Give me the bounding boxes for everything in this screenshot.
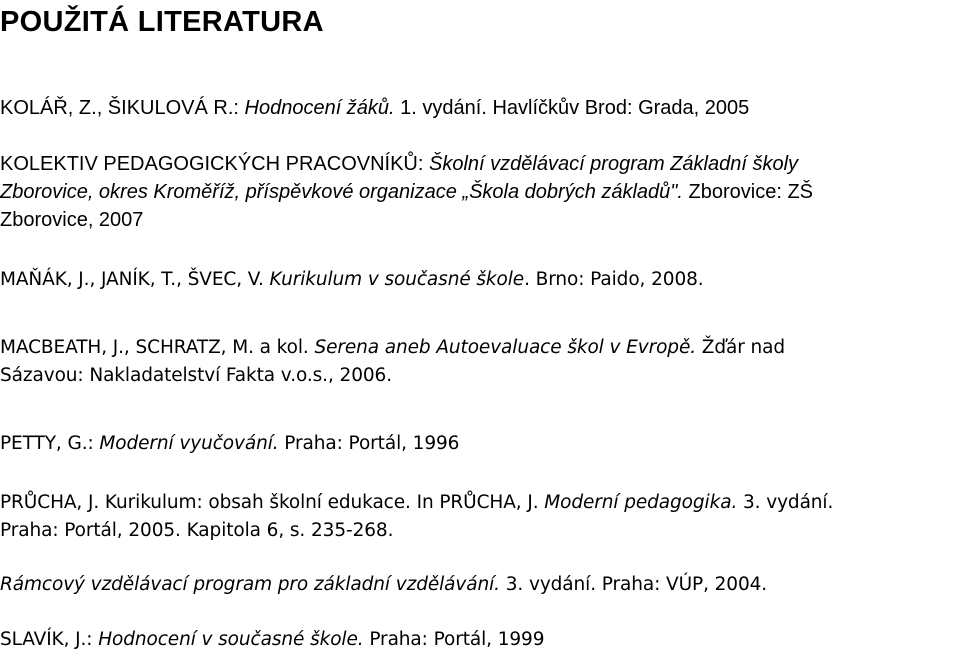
reference-petty	[0, 430, 960, 458]
reference-title: Hodnocení žáků.	[244, 97, 395, 119]
reference-publication: Praha: Portál, 1996	[278, 433, 460, 454]
reference-prucha	[0, 489, 960, 545]
reference-authors: KOLEKTIV PEDAGOGICKÝCH PRACOVNÍKŮ:	[0, 153, 429, 175]
reference-publication: 1. vydání. Havlíčkův Brod: Grada, 2005	[394, 97, 750, 119]
reference-rvp	[0, 571, 960, 599]
reference-manak	[0, 266, 960, 294]
reference-title: Moderní pedagogika.	[544, 492, 738, 513]
reference-kolar	[0, 94, 960, 122]
reference-title: Moderní vyučování.	[99, 433, 279, 454]
reference-title: Kurikulum v současné škole	[269, 269, 525, 290]
reference-authors: SLAVÍK, J.:	[0, 629, 99, 650]
reference-authors: MAŇÁK, J., JANÍK, T., ŠVEC, V.	[0, 269, 270, 290]
page-title: POUŽITÁ LITERATURA	[0, 6, 324, 38]
reference-authors: KOLÁŘ, Z., ŠIKULOVÁ R.:	[0, 97, 245, 119]
reference-macbeath	[0, 334, 960, 390]
reference-slavik	[0, 626, 960, 654]
reference-publication: Sázavou: Nakladatelství Fakta v.o.s., 2006.	[0, 365, 392, 386]
reference-line	[0, 334, 960, 362]
reference-publication: Zborovice, 2007	[0, 209, 144, 231]
reference-title: Zborovice, okres Kroměříž, příspěvkové organizace „Škola dobrých základů".	[0, 181, 683, 203]
reference-publication: Praha: Portál, 1999	[363, 629, 545, 650]
reference-line	[0, 362, 960, 390]
reference-title: Serena aneb Autoevaluace škol v Evropě.	[314, 337, 697, 358]
reference-line	[0, 206, 960, 234]
reference-line	[0, 489, 960, 517]
reference-line	[0, 150, 960, 178]
reference-title: Hodnocení v současné škole.	[98, 629, 364, 650]
reference-publication: Zborovice: ZŠ	[682, 181, 814, 203]
reference-title: Rámcový vzdělávací program pro základní vzdělávání.	[0, 574, 500, 595]
reference-publication: . Brno: Paido, 2008.	[524, 269, 704, 290]
reference-kolektiv	[0, 150, 960, 234]
reference-authors: MACBEATH, J., SCHRATZ, M. a kol.	[0, 337, 315, 358]
reference-publication: 3. vydání.	[737, 492, 834, 513]
reference-publication: Praha: Portál, 2005. Kapitola 6, s. 235-268.	[0, 520, 394, 541]
reference-line	[0, 178, 960, 206]
reference-title: Školní vzdělávací program Základní školy	[428, 153, 799, 175]
reference-publication: Žďár nad	[696, 337, 786, 358]
reference-line	[0, 517, 960, 545]
reference-publication: 3. vydání. Praha: VÚP, 2004.	[499, 574, 768, 595]
reference-authors: PETTY, G.:	[0, 433, 100, 454]
reference-authors: PRŮCHA, J. Kurikulum: obsah školní edukace. In PRŮCHA, J.	[0, 492, 545, 513]
